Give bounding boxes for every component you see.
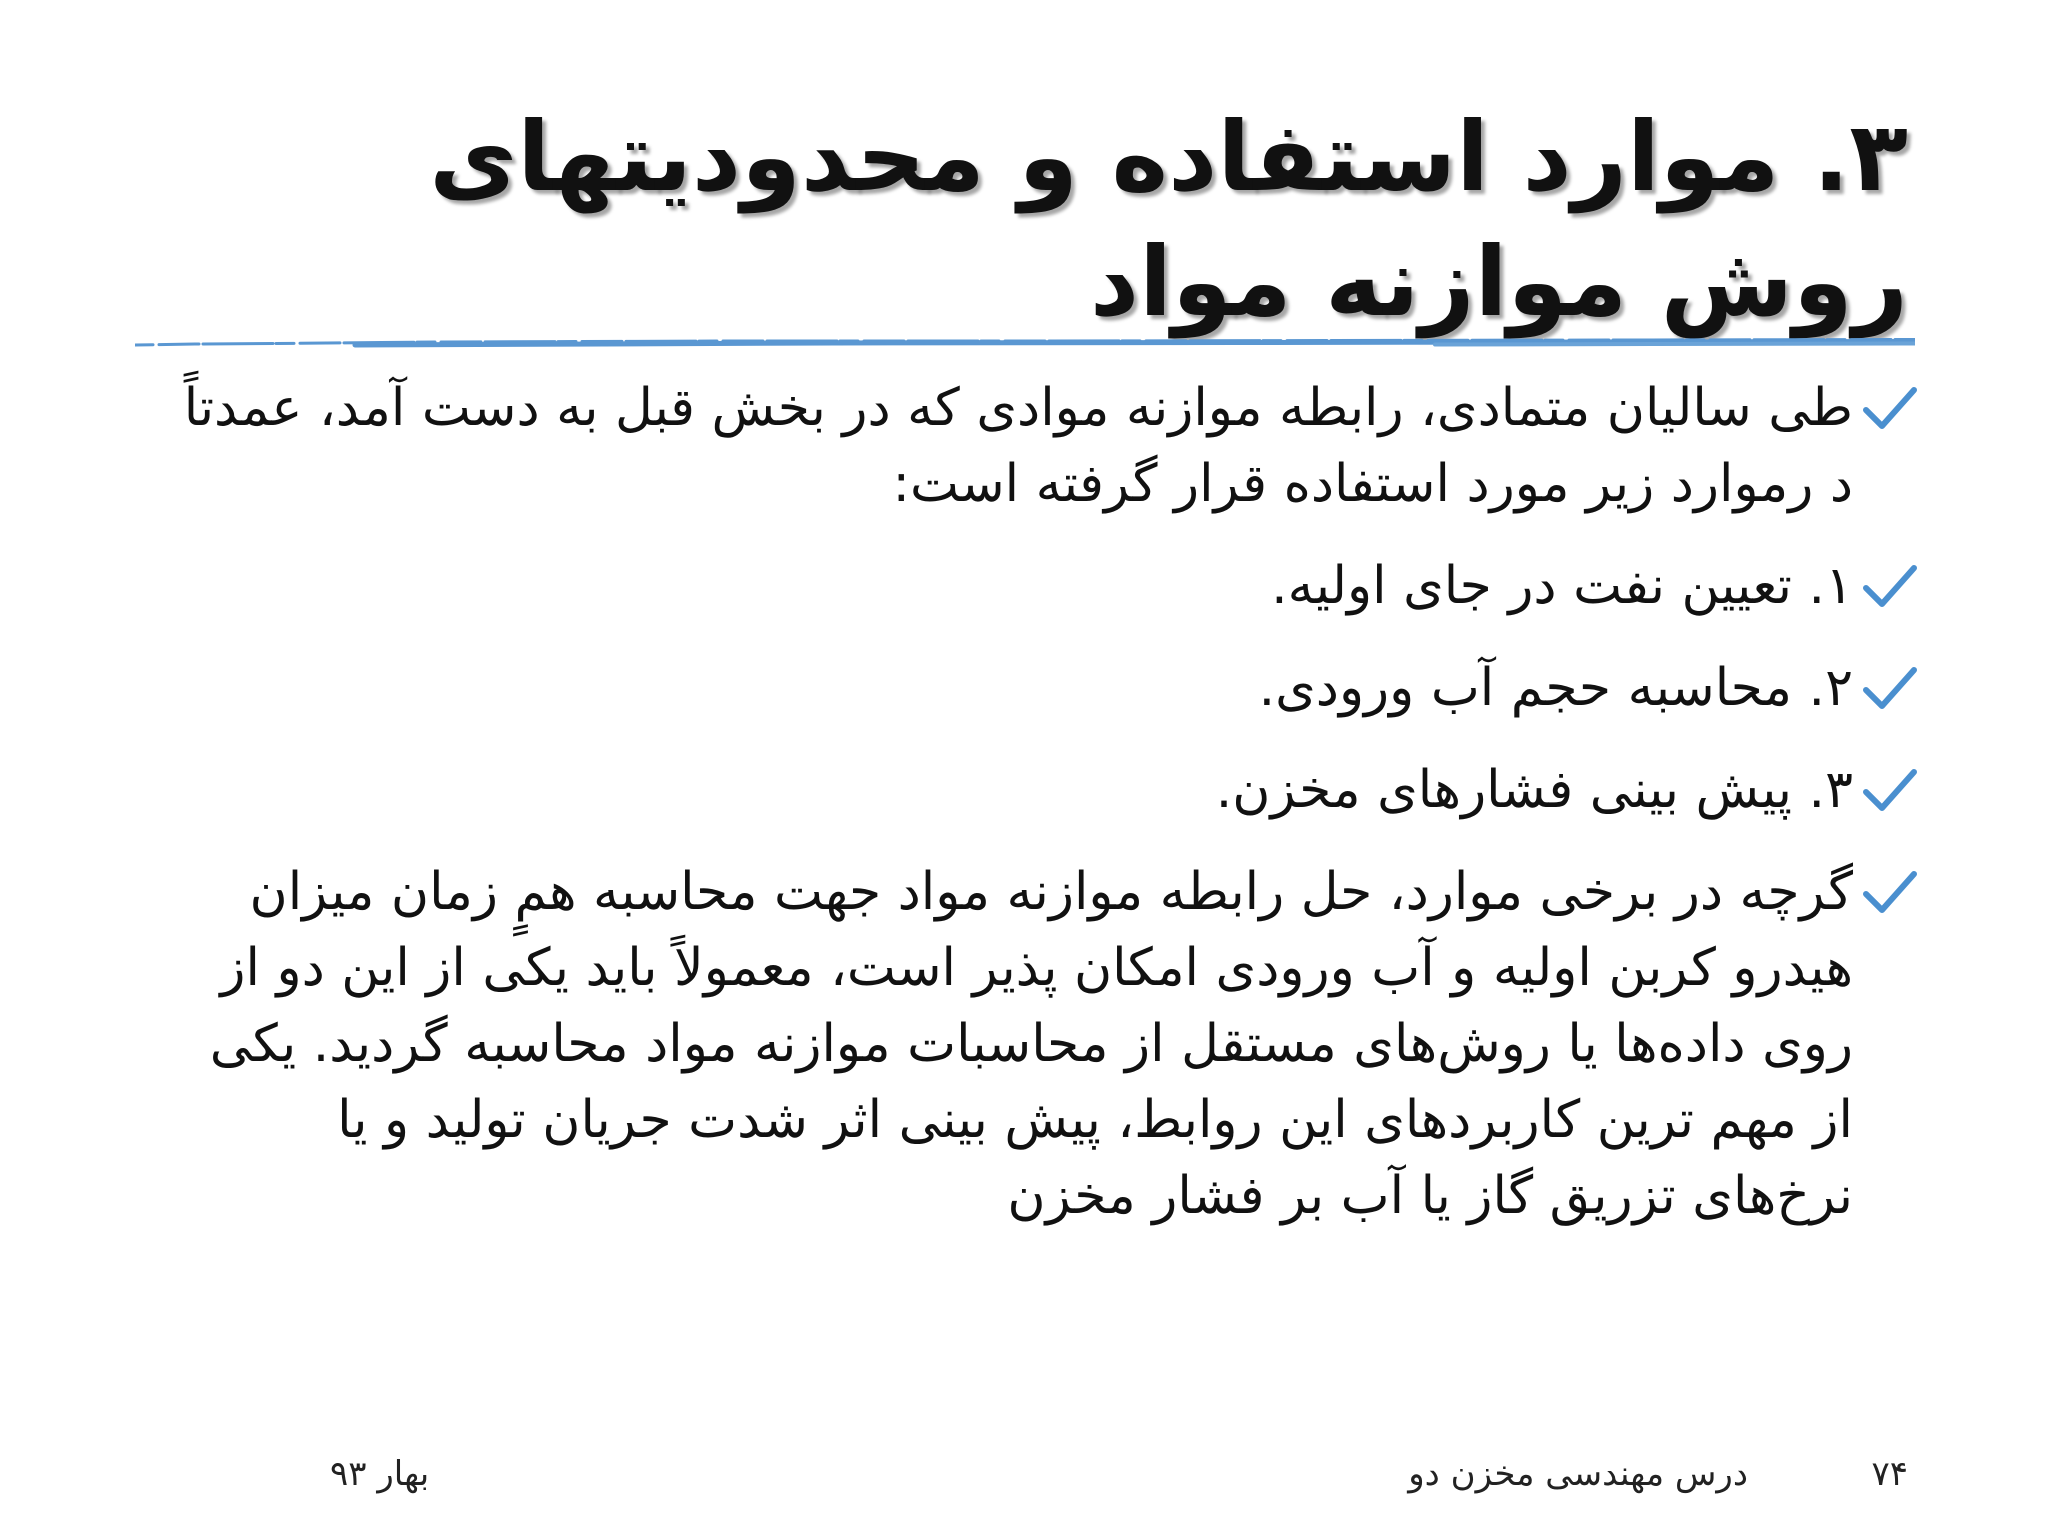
footer-term: بهار ۹۳ — [330, 1454, 430, 1494]
bullet-item-2 — [178, 650, 1918, 726]
bullet-item-3 — [178, 752, 1918, 828]
bullet-item-intro — [178, 370, 1918, 522]
bullet-text: گرچه در برخی موارد، حل رابطه موازنه مواد جهت محاسبه همٍ زمان میزان هیدرو کربن اولیه و آب ورودی امکان پذیر است، معمولاً باید یکی از این دو از روی داده‌ها یا روش‌های مستقل از محاسبات موازنه مواد محاسبه گردید. یکی از مهم ترین کاربردهای این روابط، پیش بینی اثر شدت جریان تولید و یا نرخ‌های تزریق گاز یا آب بر فشار مخزن — [209, 862, 1853, 1226]
footer-course-name: درس مهندسی مخزن دو — [1408, 1454, 1748, 1494]
checkmark-icon — [1862, 664, 1918, 712]
checkmark-icon — [1862, 868, 1918, 916]
checkmark-icon — [1862, 384, 1918, 432]
title-divider — [135, 336, 1915, 350]
bullet-text: ۳. پیش بینی فشارهای مخزن. — [1215, 760, 1853, 820]
bullet-text: طی سالیان متمادی، رابطه موازنه موادی که در بخش قبل به دست آمد، عمدتاً د رموارد زیر مورد استفاده قرار گرفته است: — [183, 378, 1853, 514]
bullet-text: ۲. محاسبه حجم آب ورودی. — [1258, 658, 1853, 718]
bullet-item-1 — [178, 548, 1918, 624]
bullet-item-applications — [178, 854, 1918, 1234]
checkmark-icon — [1862, 766, 1918, 814]
bullet-list — [178, 370, 1918, 1260]
checkmark-icon — [1862, 562, 1918, 610]
slide-title: ۳. موارد استفاده و محدودیتهای روش موازنه مواد — [429, 101, 1908, 338]
bullet-text: ۱. تعیین نفت در جای اولیه. — [1271, 556, 1853, 616]
footer-page-number: ۷۴ — [1871, 1454, 1908, 1494]
